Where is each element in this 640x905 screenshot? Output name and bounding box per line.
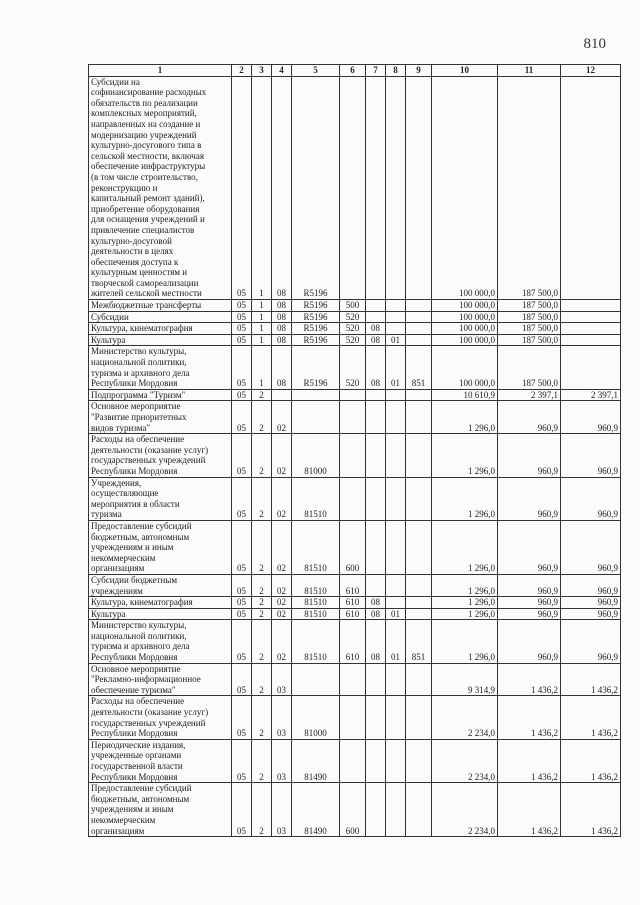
budget-table xyxy=(88,64,621,837)
section-cell: 05 xyxy=(232,663,252,696)
subprogram-cell: 2 xyxy=(252,389,272,401)
amount-2019-cell: 1 296,0 xyxy=(432,520,498,574)
amount-2019-cell: 2 234,0 xyxy=(432,696,498,739)
section-cell: 05 xyxy=(232,696,252,739)
subdivision-cell xyxy=(386,783,406,837)
subprogram-cell: 1 xyxy=(252,334,272,346)
expense-type-cell: 600 xyxy=(340,783,366,837)
direction-cell: 81000 xyxy=(292,696,340,739)
header-cell: 9 xyxy=(406,65,432,77)
subprogram-cell: 2 xyxy=(252,783,272,837)
row-name-cell: Расходы на обеспечение деятельности (оказание услуг) государственных учреждений Республики Мордовия xyxy=(89,434,232,477)
amount-2020-cell: 187 500,0 xyxy=(498,311,561,323)
direction-cell: 81510 xyxy=(292,574,340,596)
expense-type-cell: 520 xyxy=(340,334,366,346)
section-cell: 05 xyxy=(232,334,252,346)
row-name-cell: Культура, кинематография xyxy=(89,323,232,335)
expense-type-cell: 600 xyxy=(340,520,366,574)
division-cell xyxy=(366,696,386,739)
subdivision-cell: 01 xyxy=(386,608,406,620)
direction-cell: 81510 xyxy=(292,608,340,620)
subprogram-cell: 2 xyxy=(252,597,272,609)
direction-cell xyxy=(292,389,340,401)
subprogram-cell: 2 xyxy=(252,477,272,520)
section-cell: 05 xyxy=(232,477,252,520)
division-cell xyxy=(366,477,386,520)
expense-type-cell xyxy=(340,477,366,520)
table-row xyxy=(89,434,621,477)
event-cell: 02 xyxy=(272,620,292,663)
table-row xyxy=(89,783,621,837)
subprogram-cell: 1 xyxy=(252,323,272,335)
table-row xyxy=(89,477,621,520)
event-cell: 08 xyxy=(272,346,292,389)
subdivision-cell: 01 xyxy=(386,620,406,663)
ministry-cell: 851 xyxy=(406,346,432,389)
ministry-cell xyxy=(406,783,432,837)
amount-2020-cell: 960,9 xyxy=(498,520,561,574)
table-row xyxy=(89,300,621,312)
subprogram-cell: 1 xyxy=(252,311,272,323)
direction-cell: R5196 xyxy=(292,311,340,323)
row-name-cell: Предоставление субсидий бюджетным, автономным учреждениям и иным некоммерческим организациям xyxy=(89,520,232,574)
amount-2020-cell: 2 397,1 xyxy=(498,389,561,401)
event-cell: 03 xyxy=(272,696,292,739)
amount-2019-cell: 100 000,0 xyxy=(432,300,498,312)
expense-type-cell: 610 xyxy=(340,597,366,609)
ministry-cell xyxy=(406,311,432,323)
amount-2019-cell: 10 610,9 xyxy=(432,389,498,401)
division-cell xyxy=(366,401,386,434)
division-cell xyxy=(366,663,386,696)
amount-2021-cell xyxy=(561,300,621,312)
ministry-cell xyxy=(406,76,432,299)
direction-cell: R5196 xyxy=(292,334,340,346)
amount-2021-cell: 960,9 xyxy=(561,520,621,574)
subprogram-cell: 2 xyxy=(252,620,272,663)
division-cell xyxy=(366,783,386,837)
amount-2019-cell: 2 234,0 xyxy=(432,739,498,782)
amount-2021-cell: 2 397,1 xyxy=(561,389,621,401)
event-cell: 08 xyxy=(272,334,292,346)
subdivision-cell xyxy=(386,323,406,335)
expense-type-cell: 520 xyxy=(340,311,366,323)
amount-2019-cell: 1 296,0 xyxy=(432,574,498,596)
ministry-cell xyxy=(406,520,432,574)
direction-cell xyxy=(292,401,340,434)
table-row xyxy=(89,334,621,346)
section-cell: 05 xyxy=(232,323,252,335)
direction-cell: 81000 xyxy=(292,434,340,477)
row-name-cell: Министерство культуры, национальной политики, туризма и архивного дела Республики Мордовия xyxy=(89,346,232,389)
ministry-cell xyxy=(406,389,432,401)
section-cell: 05 xyxy=(232,76,252,299)
amount-2019-cell: 1 296,0 xyxy=(432,620,498,663)
section-cell: 05 xyxy=(232,311,252,323)
event-cell: 08 xyxy=(272,300,292,312)
event-cell: 02 xyxy=(272,477,292,520)
division-cell: 08 xyxy=(366,346,386,389)
amount-2019-cell: 1 296,0 xyxy=(432,608,498,620)
subdivision-cell xyxy=(386,300,406,312)
section-cell: 05 xyxy=(232,434,252,477)
table-row xyxy=(89,401,621,434)
subdivision-cell xyxy=(386,434,406,477)
subdivision-cell xyxy=(386,520,406,574)
subdivision-cell xyxy=(386,311,406,323)
ministry-cell xyxy=(406,608,432,620)
division-cell: 08 xyxy=(366,323,386,335)
amount-2021-cell: 960,9 xyxy=(561,574,621,596)
ministry-cell xyxy=(406,739,432,782)
table-row xyxy=(89,76,621,299)
event-cell: 02 xyxy=(272,401,292,434)
amount-2020-cell: 187 500,0 xyxy=(498,76,561,299)
event-cell: 02 xyxy=(272,434,292,477)
table-row xyxy=(89,574,621,596)
subdivision-cell xyxy=(386,739,406,782)
event-cell: 02 xyxy=(272,608,292,620)
row-name-cell: Расходы на обеспечение деятельности (оказание услуг) государственных учреждений Республики Мордовия xyxy=(89,696,232,739)
subprogram-cell: 1 xyxy=(252,76,272,299)
section-cell: 05 xyxy=(232,401,252,434)
amount-2019-cell: 100 000,0 xyxy=(432,76,498,299)
event-cell: 03 xyxy=(272,783,292,837)
amount-2021-cell: 960,9 xyxy=(561,597,621,609)
header-cell: 3 xyxy=(252,65,272,77)
event-cell: 02 xyxy=(272,520,292,574)
amount-2020-cell: 1 436,2 xyxy=(498,739,561,782)
division-cell xyxy=(366,300,386,312)
table-row xyxy=(89,311,621,323)
table-row xyxy=(89,346,621,389)
event-cell: 08 xyxy=(272,323,292,335)
page-number: 810 xyxy=(583,36,606,52)
amount-2020-cell: 960,9 xyxy=(498,401,561,434)
direction-cell: 81510 xyxy=(292,520,340,574)
subprogram-cell: 2 xyxy=(252,696,272,739)
section-cell: 05 xyxy=(232,520,252,574)
subdivision-cell xyxy=(386,574,406,596)
ministry-cell xyxy=(406,401,432,434)
subdivision-cell xyxy=(386,76,406,299)
header-row xyxy=(89,65,621,77)
section-cell: 05 xyxy=(232,783,252,837)
amount-2020-cell: 1 436,2 xyxy=(498,663,561,696)
header-cell: 12 xyxy=(561,65,621,77)
amount-2020-cell: 187 500,0 xyxy=(498,346,561,389)
row-name-cell: Субсидии бюджетным учреждениям xyxy=(89,574,232,596)
subdivision-cell xyxy=(386,477,406,520)
subprogram-cell: 2 xyxy=(252,520,272,574)
expense-type-cell xyxy=(340,76,366,299)
division-cell: 08 xyxy=(366,620,386,663)
division-cell xyxy=(366,434,386,477)
event-cell: 03 xyxy=(272,663,292,696)
ministry-cell xyxy=(406,323,432,335)
amount-2019-cell: 1 296,0 xyxy=(432,597,498,609)
subprogram-cell: 2 xyxy=(252,739,272,782)
row-name-cell: Основное мероприятие "Рекламно-информационное обеспечение туризма" xyxy=(89,663,232,696)
direction-cell: R5196 xyxy=(292,346,340,389)
subdivision-cell xyxy=(386,663,406,696)
ministry-cell xyxy=(406,574,432,596)
subdivision-cell: 01 xyxy=(386,334,406,346)
amount-2020-cell: 960,9 xyxy=(498,608,561,620)
division-cell: 08 xyxy=(366,597,386,609)
header-cell: 6 xyxy=(340,65,366,77)
subprogram-cell: 2 xyxy=(252,608,272,620)
section-cell: 05 xyxy=(232,739,252,782)
amount-2020-cell: 187 500,0 xyxy=(498,323,561,335)
amount-2021-cell xyxy=(561,76,621,299)
row-name-cell: Культура xyxy=(89,334,232,346)
table-row xyxy=(89,597,621,609)
division-cell xyxy=(366,520,386,574)
amount-2020-cell: 1 436,2 xyxy=(498,783,561,837)
amount-2021-cell xyxy=(561,346,621,389)
header-cell: 4 xyxy=(272,65,292,77)
subprogram-cell: 1 xyxy=(252,346,272,389)
subprogram-cell: 2 xyxy=(252,663,272,696)
table-row xyxy=(89,389,621,401)
direction-cell: 81510 xyxy=(292,477,340,520)
amount-2021-cell: 960,9 xyxy=(561,620,621,663)
direction-cell: R5196 xyxy=(292,76,340,299)
direction-cell: 81510 xyxy=(292,620,340,663)
event-cell: 08 xyxy=(272,76,292,299)
amount-2021-cell: 960,9 xyxy=(561,608,621,620)
direction-cell xyxy=(292,663,340,696)
row-name-cell: Предоставление субсидий бюджетным, автономным учреждениям и иным некоммерческим организациям xyxy=(89,783,232,837)
table-row xyxy=(89,696,621,739)
division-cell xyxy=(366,311,386,323)
row-name-cell: Учреждения, осуществляющие мероприятия в области туризма xyxy=(89,477,232,520)
amount-2021-cell xyxy=(561,311,621,323)
division-cell xyxy=(366,739,386,782)
row-name-cell: Подпрограмма "Туризм" xyxy=(89,389,232,401)
amount-2020-cell: 960,9 xyxy=(498,477,561,520)
event-cell: 08 xyxy=(272,311,292,323)
amount-2020-cell: 1 436,2 xyxy=(498,696,561,739)
row-name-cell: Субсидии на софинансирование расходных обязательств по реализации комплексных мероприятий, направленных на создание и модернизацию учреждений культурно-досугового типа в сельской местности, включая обеспечение инфраструктуры (в том числе строительство, реконструкцию и капитальный ремонт зданий), приобретение оборудования для оснащения учреждений и привлечение специалистов культурно-досуговой деятельности в целях обеспечения доступа к культурным ценностям и творческой самореализации жителей сельской местности xyxy=(89,76,232,299)
amount-2021-cell xyxy=(561,323,621,335)
subprogram-cell: 2 xyxy=(252,574,272,596)
amount-2021-cell xyxy=(561,334,621,346)
direction-cell: 81510 xyxy=(292,597,340,609)
header-cell: 1 xyxy=(89,65,232,77)
amount-2020-cell: 960,9 xyxy=(498,434,561,477)
event-cell xyxy=(272,389,292,401)
subprogram-cell: 2 xyxy=(252,401,272,434)
direction-cell: 81490 xyxy=(292,783,340,837)
header-cell: 10 xyxy=(432,65,498,77)
subdivision-cell xyxy=(386,696,406,739)
direction-cell: R5196 xyxy=(292,323,340,335)
section-cell: 05 xyxy=(232,597,252,609)
table-row xyxy=(89,620,621,663)
row-name-cell: Основное мероприятие "Развитие приоритетных видов туризма" xyxy=(89,401,232,434)
amount-2021-cell: 1 436,2 xyxy=(561,663,621,696)
direction-cell: R5196 xyxy=(292,300,340,312)
section-cell: 05 xyxy=(232,574,252,596)
section-cell: 05 xyxy=(232,389,252,401)
amount-2021-cell: 1 436,2 xyxy=(561,783,621,837)
division-cell: 08 xyxy=(366,334,386,346)
amount-2019-cell: 2 234,0 xyxy=(432,783,498,837)
subdivision-cell xyxy=(386,597,406,609)
amount-2021-cell: 960,9 xyxy=(561,477,621,520)
ministry-cell xyxy=(406,696,432,739)
amount-2019-cell: 100 000,0 xyxy=(432,311,498,323)
expense-type-cell xyxy=(340,389,366,401)
table-body xyxy=(89,76,621,837)
ministry-cell xyxy=(406,663,432,696)
expense-type-cell: 520 xyxy=(340,346,366,389)
section-cell: 05 xyxy=(232,620,252,663)
table-row xyxy=(89,739,621,782)
row-name-cell: Межбюджетные трансферты xyxy=(89,300,232,312)
amount-2020-cell: 960,9 xyxy=(498,597,561,609)
amount-2019-cell: 100 000,0 xyxy=(432,323,498,335)
table-row xyxy=(89,663,621,696)
section-cell: 05 xyxy=(232,608,252,620)
subprogram-cell: 2 xyxy=(252,434,272,477)
expense-type-cell: 500 xyxy=(340,300,366,312)
amount-2021-cell: 1 436,2 xyxy=(561,696,621,739)
ministry-cell: 851 xyxy=(406,620,432,663)
header-cell: 7 xyxy=(366,65,386,77)
expense-type-cell xyxy=(340,663,366,696)
table-row xyxy=(89,520,621,574)
amount-2019-cell: 100 000,0 xyxy=(432,334,498,346)
subprogram-cell: 1 xyxy=(252,300,272,312)
header-cell: 5 xyxy=(292,65,340,77)
header-cell: 2 xyxy=(232,65,252,77)
direction-cell: 81490 xyxy=(292,739,340,782)
amount-2019-cell: 1 296,0 xyxy=(432,477,498,520)
subdivision-cell xyxy=(386,389,406,401)
division-cell xyxy=(366,389,386,401)
amount-2019-cell: 1 296,0 xyxy=(432,401,498,434)
row-name-cell: Культура xyxy=(89,608,232,620)
row-name-cell: Министерство культуры, национальной политики, туризма и архивного дела Республики Мордовия xyxy=(89,620,232,663)
ministry-cell xyxy=(406,477,432,520)
expense-type-cell: 610 xyxy=(340,574,366,596)
row-name-cell: Субсидии xyxy=(89,311,232,323)
expense-type-cell: 610 xyxy=(340,608,366,620)
amount-2019-cell: 1 296,0 xyxy=(432,434,498,477)
expense-type-cell xyxy=(340,696,366,739)
section-cell: 05 xyxy=(232,346,252,389)
division-cell xyxy=(366,76,386,299)
amount-2021-cell: 1 436,2 xyxy=(561,739,621,782)
table-row xyxy=(89,323,621,335)
subdivision-cell xyxy=(386,401,406,434)
ministry-cell xyxy=(406,300,432,312)
ministry-cell xyxy=(406,334,432,346)
amount-2019-cell: 100 000,0 xyxy=(432,346,498,389)
division-cell xyxy=(366,574,386,596)
expense-type-cell xyxy=(340,434,366,477)
amount-2020-cell: 960,9 xyxy=(498,620,561,663)
section-cell: 05 xyxy=(232,300,252,312)
amount-2020-cell: 187 500,0 xyxy=(498,300,561,312)
row-name-cell: Культура, кинематография xyxy=(89,597,232,609)
expense-type-cell: 520 xyxy=(340,323,366,335)
event-cell: 02 xyxy=(272,574,292,596)
ministry-cell xyxy=(406,434,432,477)
event-cell: 02 xyxy=(272,597,292,609)
expense-type-cell: 610 xyxy=(340,620,366,663)
division-cell: 08 xyxy=(366,608,386,620)
subdivision-cell: 01 xyxy=(386,346,406,389)
ministry-cell xyxy=(406,597,432,609)
header-cell: 8 xyxy=(386,65,406,77)
amount-2020-cell: 187 500,0 xyxy=(498,334,561,346)
table-row xyxy=(89,608,621,620)
header-cell: 11 xyxy=(498,65,561,77)
row-name-cell: Периодические издания, учрежденные органами государственной власти Республики Мордовия xyxy=(89,739,232,782)
amount-2020-cell: 960,9 xyxy=(498,574,561,596)
amount-2021-cell: 960,9 xyxy=(561,401,621,434)
expense-type-cell xyxy=(340,739,366,782)
amount-2021-cell: 960,9 xyxy=(561,434,621,477)
expense-type-cell xyxy=(340,401,366,434)
amount-2019-cell: 9 314,9 xyxy=(432,663,498,696)
event-cell: 03 xyxy=(272,739,292,782)
